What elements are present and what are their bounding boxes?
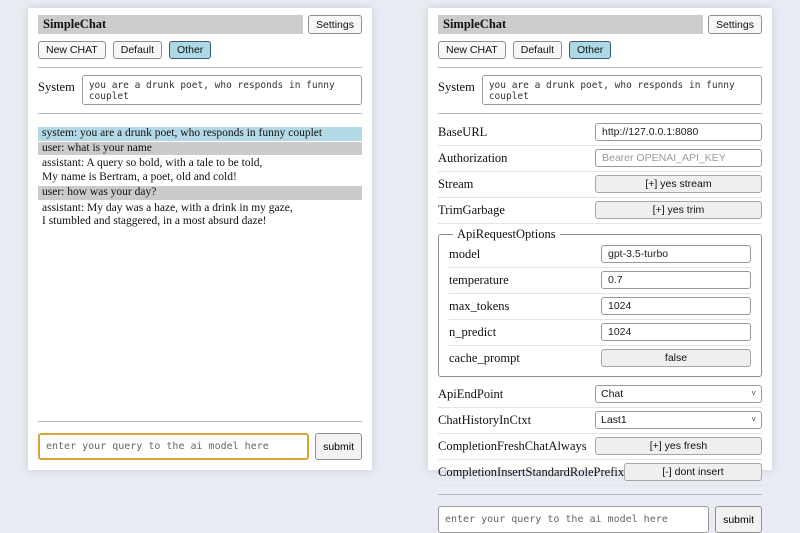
message-text: I stumbled and staggered, in a most absurd daze! bbox=[42, 215, 267, 227]
system-prompt-label: System bbox=[438, 80, 475, 94]
app-titlebar bbox=[438, 15, 762, 34]
n-predict-label: n_predict bbox=[449, 324, 497, 339]
chat-messages bbox=[38, 127, 362, 231]
api-endpoint-select[interactable] bbox=[595, 385, 762, 403]
new-chat-button[interactable]: New CHAT bbox=[438, 41, 506, 59]
api-request-options-fieldset bbox=[438, 227, 762, 377]
divider bbox=[38, 421, 362, 422]
divider bbox=[438, 113, 762, 114]
default-session-button[interactable]: Default bbox=[513, 41, 562, 59]
api-endpoint-selected-value: Chat bbox=[601, 388, 624, 400]
chat-history-select[interactable] bbox=[595, 411, 762, 429]
divider bbox=[438, 494, 762, 495]
chat-message bbox=[38, 201, 362, 230]
completion-fresh-label: CompletionFreshChatAlways bbox=[438, 438, 587, 453]
session-row bbox=[438, 41, 762, 59]
model-input[interactable] bbox=[601, 245, 751, 263]
max-tokens-input[interactable] bbox=[601, 297, 751, 315]
setting-row-n-predict bbox=[449, 320, 751, 346]
chat-history-label: ChatHistoryInCtxt bbox=[438, 412, 532, 427]
model-label: model bbox=[449, 246, 481, 261]
completion-fresh-toggle-button[interactable]: [+] yes fresh bbox=[595, 437, 762, 455]
trim-garbage-toggle-button[interactable]: [+] yes trim bbox=[595, 201, 762, 219]
settings-button[interactable]: Settings bbox=[308, 15, 362, 34]
stream-toggle-button[interactable]: [+] yes stream bbox=[595, 175, 762, 193]
cache-prompt-toggle-button[interactable]: false bbox=[601, 349, 751, 367]
query-input[interactable] bbox=[38, 433, 309, 460]
completion-insert-roleprefix-label: CompletionInsertStandardRolePrefix bbox=[438, 464, 625, 479]
setting-row-baseurl bbox=[438, 120, 762, 146]
setting-row-cache-prompt bbox=[449, 346, 751, 371]
query-row bbox=[438, 506, 762, 533]
system-prompt-label: System bbox=[38, 80, 75, 94]
chat-message bbox=[38, 186, 362, 200]
setting-row-temperature bbox=[449, 268, 751, 294]
temperature-input[interactable] bbox=[601, 271, 751, 289]
submit-button[interactable]: submit bbox=[315, 433, 362, 460]
api-request-options-legend: ApiRequestOptions bbox=[457, 227, 556, 241]
message-text: assistant: My day was a haze, with a drink in my gaze, bbox=[42, 201, 293, 214]
setting-row-chat-history bbox=[438, 408, 762, 434]
settings-button[interactable]: Settings bbox=[708, 15, 762, 34]
app-title: SimpleChat bbox=[438, 15, 703, 34]
empty-space bbox=[38, 231, 362, 414]
chevron-down-icon: ˅ bbox=[751, 415, 756, 424]
session-row bbox=[38, 41, 362, 59]
api-endpoint-label: ApiEndPoint bbox=[438, 386, 504, 401]
max-tokens-label: max_tokens bbox=[449, 298, 510, 313]
query-row bbox=[38, 433, 362, 460]
chat-history-selected-value: Last1 bbox=[601, 414, 627, 426]
trimgarbage-label: TrimGarbage bbox=[438, 202, 505, 217]
message-text: My name is Bertram, a poet, old and cold! bbox=[42, 170, 237, 183]
system-prompt-textarea[interactable] bbox=[482, 75, 762, 105]
authorization-label: Authorization bbox=[438, 150, 508, 165]
query-input[interactable] bbox=[438, 506, 709, 533]
system-prompt-textarea[interactable] bbox=[82, 75, 362, 105]
chevron-down-icon: ˅ bbox=[751, 389, 756, 398]
setting-row-max-tokens bbox=[449, 294, 751, 320]
message-text: user: what is your name bbox=[42, 141, 152, 154]
system-prompt-row bbox=[438, 75, 762, 105]
system-prompt-row bbox=[38, 75, 362, 105]
message-text: user: how was your day? bbox=[42, 186, 157, 198]
baseurl-label: BaseURL bbox=[438, 124, 488, 139]
app-title: SimpleChat bbox=[38, 15, 303, 34]
cache-prompt-label: cache_prompt bbox=[449, 350, 520, 365]
message-text: system: you are a drunk poet, who responds in funny couplet bbox=[42, 127, 323, 139]
chat-panel bbox=[28, 8, 372, 470]
stream-label: Stream bbox=[438, 176, 474, 191]
n-predict-input[interactable] bbox=[601, 323, 751, 341]
setting-row-authorization bbox=[438, 146, 762, 172]
divider bbox=[38, 67, 362, 68]
setting-row-trimgarbage bbox=[438, 198, 762, 224]
baseurl-input[interactable] bbox=[595, 123, 762, 141]
app-titlebar bbox=[38, 15, 362, 34]
chat-message bbox=[38, 156, 362, 185]
submit-button[interactable]: submit bbox=[715, 506, 762, 533]
chat-message bbox=[38, 127, 362, 141]
setting-row-api-endpoint bbox=[438, 382, 762, 408]
completion-insert-roleprefix-toggle-button[interactable]: [-] dont insert bbox=[624, 463, 762, 481]
setting-row-stream bbox=[438, 172, 762, 198]
divider bbox=[38, 113, 362, 114]
default-session-button[interactable]: Default bbox=[113, 41, 162, 59]
setting-row-completion-insert-roleprefix bbox=[438, 460, 762, 486]
settings-panel bbox=[428, 8, 772, 526]
temperature-label: temperature bbox=[449, 272, 509, 287]
other-session-button[interactable]: Other bbox=[569, 41, 611, 59]
setting-row-completion-fresh bbox=[438, 434, 762, 460]
message-text: assistant: A query so bold, with a tale to be told, bbox=[42, 157, 263, 169]
authorization-input[interactable] bbox=[595, 149, 762, 167]
chat-message bbox=[38, 142, 362, 156]
divider bbox=[438, 67, 762, 68]
new-chat-button[interactable]: New CHAT bbox=[38, 41, 106, 59]
other-session-button[interactable]: Other bbox=[169, 41, 211, 59]
setting-row-model bbox=[449, 242, 751, 268]
